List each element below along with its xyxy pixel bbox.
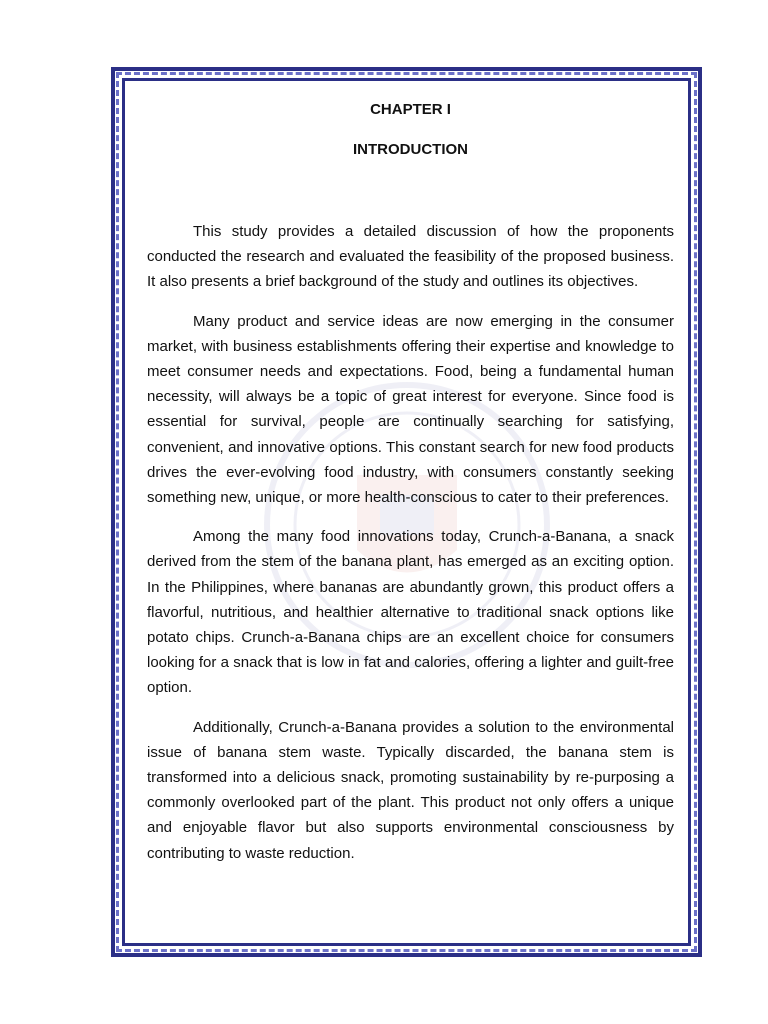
- paragraph: This study provides a detailed discussion of how the proponents conducted the research and evaluated the feasibility of the proposed business. It also presents a brief background of the study and outlines its objectives.: [147, 223, 674, 291]
- section-title: INTRODUCTION: [353, 141, 468, 158]
- paragraph-list: [147, 219, 674, 866]
- chapter-label: CHAPTER I: [370, 101, 451, 118]
- document-body: [147, 98, 674, 880]
- paragraph: Additionally, Crunch-a-Banana provides a solution to the environmental issue of banana stem waste. Typically discarded, the banana stem is transformed into a delicious snack, promoting sustainability by re-purposing a commonly overlooked part of the plant. This product not only offers a unique and enjoyable flavor but also supports environmental consciousness by contributing to waste reduction.: [147, 718, 674, 862]
- paragraph: Many product and service ideas are now emerging in the consumer market, with business establishments offering their expertise and knowledge to meet consumer needs and expectations. Food, being a fundamental human necessity, will always be a topic of great interest for everyone. Since food is essential for survival, people are continually searching for satisfying, convenient, and innovative options. This constant search for new food products drives the ever-evolving food industry, with consumers constantly seeking something new, unique, or more health-conscious to cater to their preferences.: [147, 312, 674, 507]
- paragraph: Among the many food innovations today, Crunch-a-Banana, a snack derived from the stem of the banana plant, has emerged as an exciting option. In the Philippines, where bananas are abundantly grown, this product offers a flavorful, nutritious, and healthier alternative to traditional snack options like potato chips. Crunch-a-Banana chips are an excellent choice for consumers looking for a snack that is low in fat and calories, offering a lighter and guilt-free option.: [147, 528, 674, 697]
